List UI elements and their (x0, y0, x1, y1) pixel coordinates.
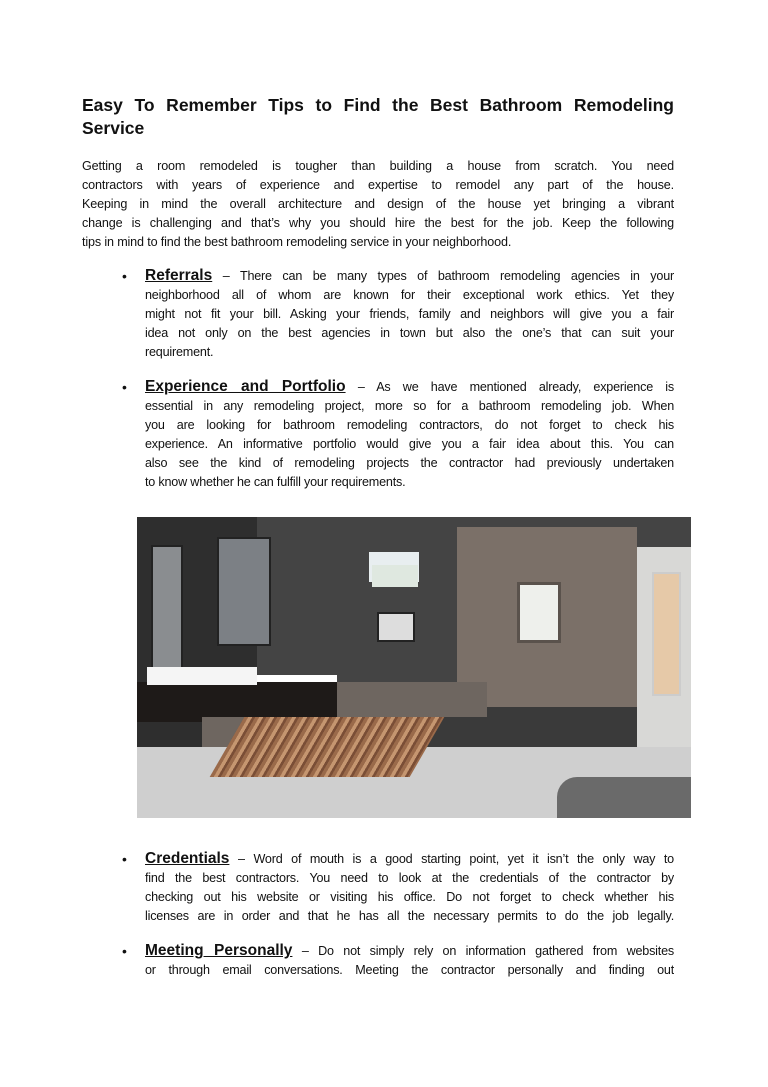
bullet-heading: Experience and Portfolio (145, 378, 346, 395)
bullet-heading: Referrals (145, 267, 213, 284)
bathroom-photo (137, 517, 691, 818)
document-title: Easy To Remember Tips to Find the Best Bathroom Remodeling Service (82, 95, 674, 138)
bullet-heading: Meeting Personally (145, 942, 293, 959)
intro-paragraph: Getting a room remodeled is tougher than building a house from scratch. You need contractors with years of experience and expertise to remodel any part of the house. Keeping in mind the overall architecture and design of the house yet bringing a vibrant change is challenging and that’s why you should hire the best for the job. Keep the following tips in mind to find the best bathroom remodeling service in your neighborhood. (82, 159, 674, 249)
bullet-heading: Credentials (145, 850, 230, 867)
